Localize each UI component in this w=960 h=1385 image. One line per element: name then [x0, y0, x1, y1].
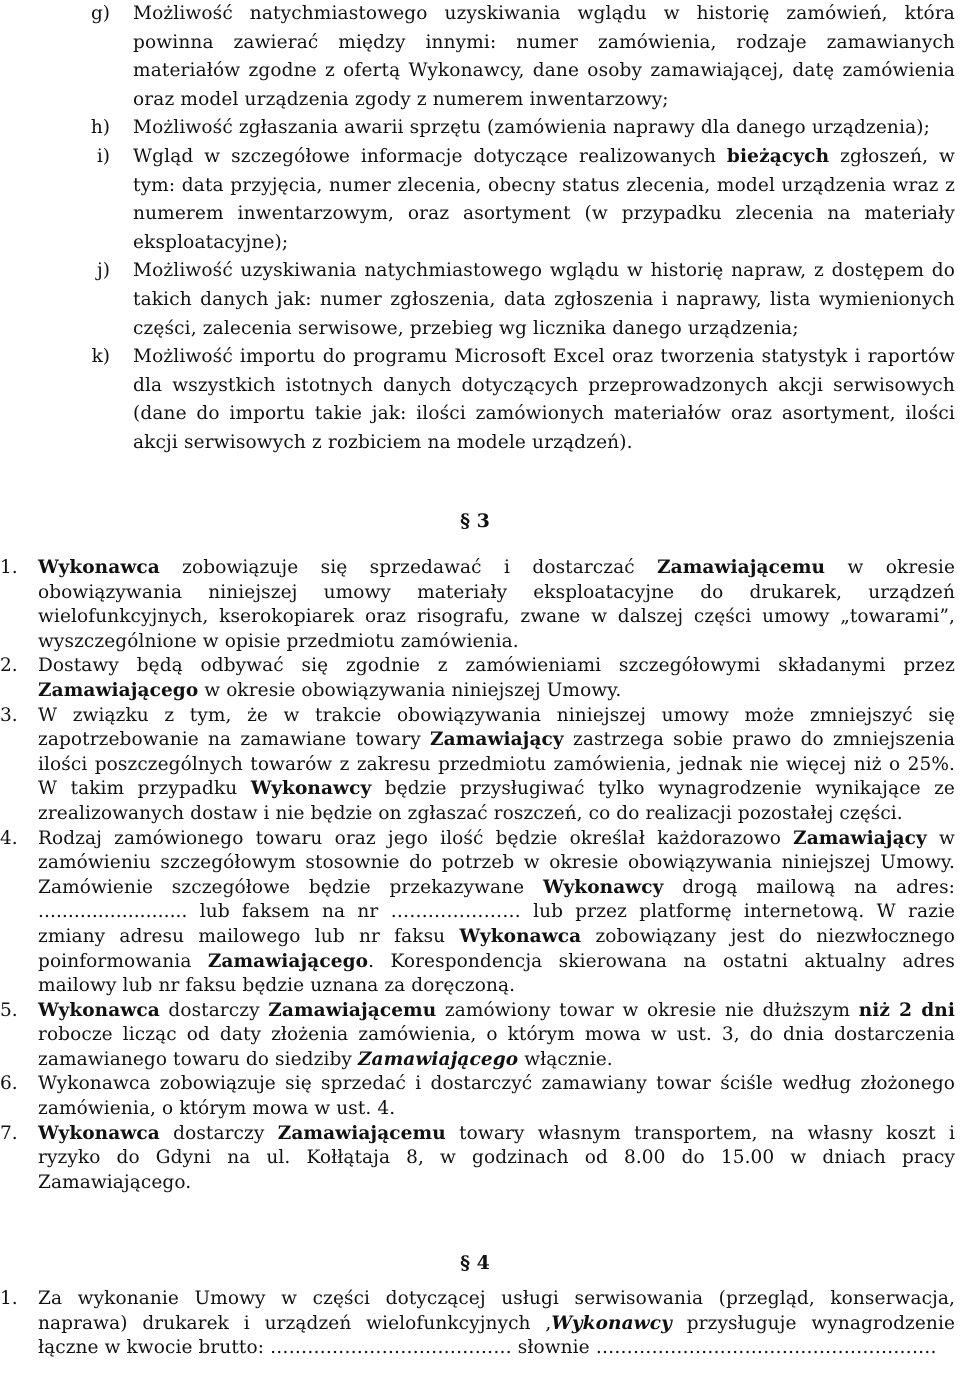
- section-3-list-text-run: Zamawiającego: [38, 679, 199, 701]
- lettered-list-item: [0, 143, 960, 257]
- section-3-list-text-run: Zamawiającemu: [268, 999, 437, 1021]
- lettered-list-text: [133, 0, 955, 114]
- section-3-list-text-run: w okresie obowiązywania niniejszej Umowy.: [198, 679, 622, 701]
- section-3-list-text-run: Wykonawca: [38, 999, 160, 1021]
- section-3-list-text-run: będzie przysługiwać tylko wynagrodzenie wynikające ze zrealizowanych dostaw i nie będzie on zgłaszać roszczeń, co do realizacji pozostałej części.: [38, 778, 955, 824]
- section-3-list-text-run: Wykonawcy: [542, 876, 664, 898]
- section-3-list-marker: 6.: [0, 1073, 18, 1095]
- lettered-list-text: [133, 257, 955, 343]
- lettered-list-item: [0, 0, 960, 114]
- section-3-list-text-run: w okresie obowiązywania niniejszej umowy materiały eksploatacyjne do drukarek, urządzeń wielofunkcyjnych, kserokopiarek oraz risografu, zwane w dalszej części umowy „towarami”, wyszczególnione w opisie przedmiotu zamówienia.: [38, 557, 955, 652]
- section-3-list-marker: 1.: [0, 557, 18, 578]
- lettered-list-text-run: bieżących: [726, 145, 830, 167]
- section-4-list-text: [38, 1287, 955, 1361]
- section-3-list-text-run: Zamawiający: [793, 827, 927, 849]
- section-3-list-text-run: drogą mailową na adres: ......................... lub faksem na nr ………………… lub przez platformę internetową. W razie zmiany adresu mailowego lub nr faksu: [38, 876, 955, 947]
- section-3-list-text-run: Wykonawca: [38, 1122, 160, 1144]
- section-3-list-text-run: W związku z tym, że w trakcie obowiązywania niniejszej umowy może zmniejszyć się zapotrzebowanie na zamawiane towary: [38, 704, 955, 751]
- lettered-list-item: [0, 257, 960, 343]
- section-3-list-item: [0, 1072, 960, 1121]
- section-3-title: § 3: [460, 510, 490, 532]
- section-3-list-text-run: Zamawiającemu: [657, 557, 826, 578]
- section-3-list-text-run: niż 2 dni: [858, 999, 955, 1021]
- section-4-list: [0, 1287, 960, 1361]
- lettered-list-text: [133, 143, 955, 257]
- section-3-list-text: [38, 556, 955, 654]
- section-3-list-text-run: zastrzega sobie prawo do zmniejszenia ilości poszczególnych towarów z zakresu przedmiotu zamówienia, jednak nie więcej niż o 25%. W takim przypadku: [38, 729, 955, 800]
- section-3-list-text-run: Wykonawca: [459, 925, 582, 947]
- lettered-list-text-run: Możliwość natychmiastowego uzyskiwania wglądu w historię zamówień, która powinna zawierać między innymi: numer zamówienia, rodzaje zamawianych materiałów zgodne z ofertą Wykonawcy, dane osoby zamawiającej, datę zamówienia oraz model urządzenia zgody z numerem inwentarzowy;: [133, 3, 955, 110]
- section-3-list-text-run: Zamawiający: [429, 729, 564, 751]
- lettered-list-marker: h): [90, 117, 110, 139]
- section-3-list-text: [38, 999, 955, 1073]
- section-3-list-text-run: Zamawiającego: [207, 950, 369, 972]
- lettered-list: [0, 0, 960, 458]
- section-3-list-text-run: Dostawy będą odbywać się zgodnie z zamówieniami szczegółowymi składanymi przez: [38, 655, 955, 677]
- section-3-list-item: [0, 827, 960, 999]
- section-3-list-marker: 7.: [0, 1122, 18, 1144]
- lettered-list-text-run: Wgląd w szczegółowe informacje dotyczące realizowanych: [133, 145, 727, 167]
- section-3-list-text-run: zobowiązuje się sprzedawać i dostarczać: [159, 557, 658, 578]
- section-heading-3: [0, 507, 960, 535]
- section-3-list-item: [0, 556, 960, 654]
- section-3-list-text-run: Rodzaj zamówionego towaru oraz jego ilość będzie określał każdorazowo: [38, 827, 794, 849]
- section-3-list-text-run: dostarczy: [159, 1122, 278, 1144]
- section-heading-4: [0, 1249, 960, 1277]
- section-3-list-item: [0, 1122, 960, 1196]
- section-4-list-item: [0, 1287, 960, 1361]
- lettered-list-text-run: Możliwość zgłaszania awarii sprzętu (zamówienia naprawy dla danego urządzenia);: [133, 117, 930, 139]
- section-3-list-text: [38, 654, 955, 703]
- lettered-list-marker: i): [96, 145, 110, 167]
- lettered-list-text: [133, 343, 955, 457]
- lettered-list-marker: j): [97, 260, 110, 282]
- section-4-list-text-run: Wykonawcy: [551, 1312, 672, 1334]
- lettered-list-text-run: Możliwość uzyskiwania natychmiastowego wglądu w historię napraw, z dostępem do takich danych jak: numer zgłoszenia, data zgłoszenia i naprawy, lista wymienionych części, zalecenia serwisowe, przebieg wg licznika danego urządzenia;: [133, 260, 955, 339]
- section-3-list-text: [38, 704, 955, 827]
- section-3-list-item: [0, 654, 960, 703]
- section-4-list-text-run: przysługuje wynagrodzenie łączne w kwocie brutto: ………………………………… słownie ……………………………………………….: [38, 1312, 956, 1359]
- section-3-list-text-run: dostarczy: [159, 999, 269, 1021]
- section-3-list-item: [0, 704, 960, 827]
- section-3-list-text-run: towary własnym transportem, na własny koszt i ryzyko do Gdyni na ul. Kołłątaja 8, w godzinach od 8.00 do 15.00 w dniach pracy Zamawiającego.: [38, 1122, 955, 1193]
- section-3-list-text-run: włącznie.: [518, 1048, 613, 1070]
- section-3-list-text-run: robocze licząc od daty złożenia zamówienia, o którym mowa w ust. 3, do dnia dostarczenia zamawianego towaru do siedziby: [38, 1024, 955, 1070]
- section-3-list-marker: 3.: [0, 704, 18, 726]
- lettered-list-text: [133, 114, 955, 143]
- section-3-list-text: [38, 1122, 955, 1196]
- section-3-list-item: [0, 999, 960, 1073]
- section-4-list-text-run: Za wykonanie Umowy w części dotyczącej usługi serwisowania (przegląd, konserwacja, naprawa) drukarek i urządzeń wielofunkcyjnych ,: [38, 1288, 955, 1334]
- section-3-list-text-run: Zamawiającego: [357, 1048, 519, 1070]
- lettered-list-marker: k): [91, 346, 110, 368]
- section-3-list-marker: 2.: [0, 655, 18, 677]
- section-3-list-marker: 5.: [0, 999, 18, 1021]
- section-3-list-text: [38, 1072, 955, 1121]
- lettered-list-text-run: Możliwość importu do programu Microsoft Excel oraz tworzenia statystyk i raportów dla wszystkich istotnych danych dotyczących przeprowadzonych akcji serwisowych (dane do importu takie jak: ilości zamówionych materiałów oraz asortyment, ilości akcji serwisowych z rozbiciem na modele urządzeń).: [133, 346, 955, 453]
- section-3-list-text-run: . Korespondencja skierowana na ostatni aktualny adres mailowy lub nr faksu będzie uznana za doręczoną.: [38, 950, 955, 997]
- section-3-list-text-run: zamówiony towar w okresie nie dłuższym: [436, 999, 859, 1021]
- section-3-list-text-run: zobowiązany jest do niezwłocznego poinformowania: [38, 925, 955, 972]
- section-3-list-text-run: Wykonawca: [38, 557, 160, 578]
- section-3-list-text-run: Wykonawca zobowiązuje się sprzedać i dostarczyć zamawiany towar ściśle według złożonego zamówienia, o którym mowa w ust. 4.: [38, 1073, 955, 1120]
- lettered-list-item: [0, 343, 960, 457]
- section-3-list: [0, 556, 960, 1195]
- section-3-list-marker: 4.: [0, 827, 18, 849]
- section-3-list-text-run: w zamówieniu szczegółowym stosownie do potrzeb w okresie obowiązywania niniejszej Umowy. Zamówienie szczegółowe będzie przekazywane: [38, 827, 955, 898]
- section-3-list-text-run: Wykonawcy: [250, 778, 372, 800]
- lettered-list-item: [0, 114, 960, 143]
- lettered-list-marker: g): [90, 3, 110, 24]
- section-3-list-text: [38, 827, 955, 999]
- lettered-list-text-run: zgłoszeń, w tym: data przyjęcia, numer zlecenia, obecny status zlecenia, model urządzenia wraz z numerem inwentarzowym, oraz asortyment (w przypadku zlecenia na materiały eksploatacyjne);: [133, 145, 955, 253]
- section-4-list-marker: 1.: [0, 1288, 18, 1309]
- section-4-title: § 4: [460, 1252, 490, 1274]
- section-3-list-text-run: Zamawiającemu: [277, 1122, 446, 1144]
